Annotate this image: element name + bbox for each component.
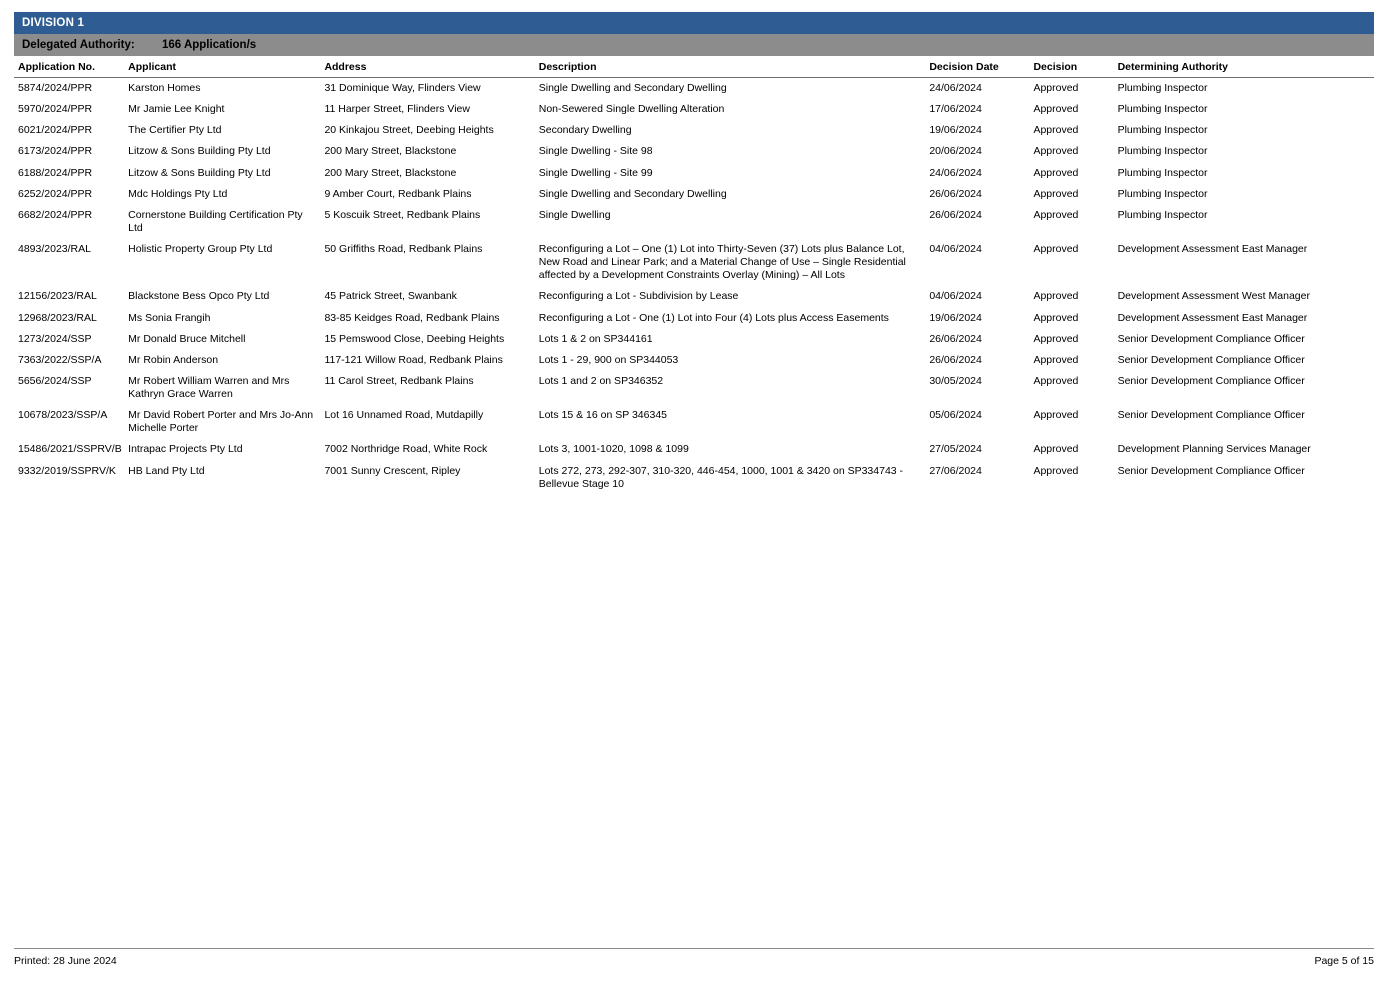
cell-application-no: 12156/2023/RAL — [18, 290, 97, 303]
table-row — [14, 99, 1374, 120]
cell-address: 83-85 Keidges Road, Redbank Plains — [324, 311, 500, 324]
cell-decision-date: 04/06/2024 — [929, 290, 982, 303]
table-row — [14, 439, 1374, 460]
cell-address: 15 Pemswood Close, Deebing Heights — [324, 332, 505, 345]
cell-application-no: 15486/2021/SSPRV/B — [18, 443, 122, 456]
cell-description: Reconfiguring a Lot – One (1) Lot into Thirty-Seven (37) Lots plus Balance Lot, New Road and Linear Park; and a Material Change of Use – Single Residential affected by a Development Constraints Overlay (Mining) – All Lots — [538, 243, 906, 282]
cell-description: Lots 15 & 16 on SP 346345 — [538, 409, 667, 422]
cell-determining-authority: Plumbing Inspector — [1117, 82, 1208, 94]
cell-address: 9 Amber Court, Redbank Plains — [324, 187, 472, 200]
cell-determining-authority: Plumbing Inspector — [1117, 208, 1208, 221]
cell-applicant: Litzow & Sons Building Pty Ltd — [128, 145, 271, 158]
table-row — [14, 239, 1374, 286]
column-header-decision: Decision — [1029, 56, 1113, 78]
column-header-application-no: Application No. — [14, 56, 124, 78]
printed-date: Printed: 28 June 2024 — [14, 955, 117, 967]
cell-decision-date: 17/06/2024 — [929, 103, 982, 116]
cell-applicant: Cornerstone Building Certification Pty Ltd — [128, 208, 303, 234]
table-row — [14, 78, 1374, 100]
cell-description: Lots 1 and 2 on SP346352 — [538, 374, 664, 387]
cell-decision-date: 26/06/2024 — [929, 187, 982, 200]
cell-determining-authority: Plumbing Inspector — [1117, 166, 1208, 179]
cell-address: 11 Carol Street, Redbank Plains — [324, 374, 474, 387]
cell-determining-authority: Senior Development Compliance Officer — [1117, 409, 1305, 422]
cell-description: Non-Sewered Single Dwelling Alteration — [538, 103, 725, 116]
table-row — [14, 120, 1374, 141]
cell-decision-date: 26/06/2024 — [929, 332, 982, 345]
cell-application-no: 1273/2024/SSP — [18, 332, 92, 345]
delegated-authority-bar — [14, 34, 1374, 56]
cell-determining-authority: Plumbing Inspector — [1117, 187, 1208, 200]
cell-applicant: Mdc Holdings Pty Ltd — [128, 187, 228, 200]
cell-decision-date: 04/06/2024 — [929, 243, 982, 255]
cell-applicant: Mr David Robert Porter and Mrs Jo-Ann Michelle Porter — [128, 409, 314, 435]
cell-decision-date: 24/06/2024 — [929, 166, 982, 179]
division-header: DIVISION 1 — [14, 12, 1374, 34]
cell-determining-authority: Senior Development Compliance Officer — [1117, 374, 1305, 387]
cell-application-no: 5656/2024/SSP — [18, 374, 92, 387]
cell-application-no: 6021/2024/PPR — [18, 124, 93, 137]
table-header-row — [14, 56, 1374, 78]
cell-applicant: Holistic Property Group Pty Ltd — [128, 243, 273, 255]
table-body — [14, 78, 1374, 495]
table-row — [14, 461, 1374, 495]
cell-applicant: Blackstone Bess Opco Pty Ltd — [128, 290, 270, 303]
cell-determining-authority: Development Assessment East Manager — [1117, 243, 1308, 255]
cell-application-no: 5970/2024/PPR — [18, 103, 93, 116]
cell-decision: Approved — [1033, 409, 1079, 422]
cell-address: 7001 Sunny Crescent, Ripley — [324, 464, 461, 477]
column-header-determining-authority: Determining Authority — [1114, 56, 1374, 78]
cell-decision: Approved — [1033, 187, 1079, 200]
cell-address: 5 Koscuik Street, Redbank Plains — [324, 208, 481, 221]
cell-determining-authority: Development Planning Services Manager — [1117, 443, 1311, 456]
cell-determining-authority: Development Assessment East Manager — [1117, 311, 1308, 324]
cell-decision: Approved — [1033, 311, 1079, 324]
column-header-decision-date: Decision Date — [925, 56, 1029, 78]
table-row — [14, 308, 1374, 329]
cell-application-no: 6252/2024/PPR — [18, 187, 93, 200]
cell-application-no: 10678/2023/SSP/A — [18, 409, 108, 422]
cell-decision-date: 19/06/2024 — [929, 124, 982, 137]
table-row — [14, 371, 1374, 405]
cell-description: Lots 3, 1001-1020, 1098 & 1099 — [538, 443, 689, 456]
cell-determining-authority: Plumbing Inspector — [1117, 145, 1208, 158]
cell-applicant: HB Land Pty Ltd — [128, 464, 205, 477]
cell-applicant: Mr Robert William Warren and Mrs Kathryn Grace Warren — [128, 374, 290, 400]
cell-application-no: 6173/2024/PPR — [18, 145, 93, 158]
cell-determining-authority: Plumbing Inspector — [1117, 124, 1208, 137]
cell-application-no: 6188/2024/PPR — [18, 166, 93, 179]
cell-description: Reconfiguring a Lot - Subdivision by Lease — [538, 290, 739, 303]
cell-determining-authority: Development Assessment West Manager — [1117, 290, 1310, 303]
table-row — [14, 350, 1374, 371]
applications-table — [14, 56, 1374, 495]
cell-address: 20 Kinkajou Street, Deebing Heights — [324, 124, 494, 137]
cell-address: 117-121 Willow Road, Redbank Plains — [324, 353, 503, 366]
cell-decision-date: 24/06/2024 — [929, 82, 982, 94]
cell-application-no: 9332/2019/SSPRV/K — [18, 464, 116, 477]
table-row — [14, 329, 1374, 350]
cell-application-no: 7363/2022/SSP/A — [18, 353, 102, 366]
cell-decision: Approved — [1033, 290, 1079, 303]
table-row — [14, 286, 1374, 307]
cell-description: Lots 1 & 2 on SP344161 — [538, 332, 653, 345]
cell-decision: Approved — [1033, 124, 1079, 137]
cell-decision-date: 26/06/2024 — [929, 353, 982, 366]
cell-description: Lots 272, 273, 292-307, 310-320, 446-454, 1000, 1001 & 3420 on SP334743 - Bellevue Stage 10 — [538, 464, 904, 490]
table-row — [14, 163, 1374, 184]
cell-decision: Approved — [1033, 243, 1079, 255]
cell-decision-date: 26/06/2024 — [929, 208, 982, 221]
delegated-authority-label: Delegated Authority: — [22, 39, 135, 51]
cell-application-no: 5874/2024/PPR — [18, 82, 93, 94]
cell-decision: Approved — [1033, 443, 1079, 456]
cell-address: 50 Griffiths Road, Redbank Plains — [324, 243, 483, 255]
cell-applicant: Karston Homes — [128, 82, 201, 94]
cell-address: 11 Harper Street, Flinders View — [324, 103, 470, 116]
cell-application-no: 4893/2023/RAL — [18, 243, 91, 255]
page-number: Page 5 of 15 — [1314, 955, 1374, 967]
table-row — [14, 405, 1374, 439]
cell-determining-authority: Senior Development Compliance Officer — [1117, 353, 1305, 366]
table-row — [14, 184, 1374, 205]
cell-decision-date: 05/06/2024 — [929, 409, 982, 422]
cell-decision-date: 20/06/2024 — [929, 145, 982, 158]
cell-application-no: 6682/2024/PPR — [18, 208, 93, 221]
cell-determining-authority: Plumbing Inspector — [1117, 103, 1208, 116]
cell-decision: Approved — [1033, 145, 1079, 158]
cell-description: Single Dwelling — [538, 208, 611, 221]
cell-applicant: Ms Sonia Frangih — [128, 311, 211, 324]
table-head — [14, 56, 1374, 78]
table-row — [14, 141, 1374, 162]
cell-description: Single Dwelling and Secondary Dwelling — [538, 82, 727, 94]
cell-description: Lots 1 - 29, 900 on SP344053 — [538, 353, 679, 366]
cell-application-no: 12968/2023/RAL — [18, 311, 97, 324]
cell-address: 200 Mary Street, Blackstone — [324, 166, 457, 179]
delegated-authority-count: 166 Application/s — [162, 39, 257, 51]
cell-decision: Approved — [1033, 208, 1079, 221]
cell-decision-date: 30/05/2024 — [929, 374, 982, 387]
cell-decision: Approved — [1033, 82, 1079, 94]
cell-address: 45 Patrick Street, Swanbank — [324, 290, 457, 303]
table-row — [14, 205, 1374, 239]
cell-applicant: Intrapac Projects Pty Ltd — [128, 443, 243, 456]
cell-decision: Approved — [1033, 353, 1079, 366]
cell-description: Single Dwelling and Secondary Dwelling — [538, 187, 727, 200]
cell-determining-authority: Senior Development Compliance Officer — [1117, 332, 1305, 345]
column-header-applicant: Applicant — [124, 56, 320, 78]
cell-decision-date: 19/06/2024 — [929, 311, 982, 324]
cell-applicant: Litzow & Sons Building Pty Ltd — [128, 166, 271, 179]
cell-decision: Approved — [1033, 332, 1079, 345]
cell-address: 7002 Northridge Road, White Rock — [324, 443, 488, 456]
cell-applicant: Mr Donald Bruce Mitchell — [128, 332, 246, 345]
cell-decision: Approved — [1033, 464, 1079, 477]
cell-applicant: Mr Robin Anderson — [128, 353, 219, 366]
column-header-address: Address — [320, 56, 534, 78]
cell-decision: Approved — [1033, 374, 1079, 387]
cell-address: Lot 16 Unnamed Road, Mutdapilly — [324, 409, 484, 422]
cell-description: Single Dwelling - Site 99 — [538, 166, 653, 179]
cell-determining-authority: Senior Development Compliance Officer — [1117, 464, 1305, 477]
cell-address: 200 Mary Street, Blackstone — [324, 145, 457, 158]
cell-applicant: Mr Jamie Lee Knight — [128, 103, 225, 116]
column-header-description: Description — [535, 56, 926, 78]
cell-decision: Approved — [1033, 166, 1079, 179]
cell-description: Single Dwelling - Site 98 — [538, 145, 653, 158]
cell-description: Reconfiguring a Lot - One (1) Lot into Four (4) Lots plus Access Easements — [538, 311, 889, 324]
cell-decision-date: 27/05/2024 — [929, 443, 982, 456]
cell-address: 31 Dominique Way, Flinders View — [324, 82, 481, 94]
cell-decision: Approved — [1033, 103, 1079, 116]
cell-description: Secondary Dwelling — [538, 124, 632, 137]
page-footer — [14, 948, 1374, 967]
cell-applicant: The Certifier Pty Ltd — [128, 124, 222, 137]
cell-decision-date: 27/06/2024 — [929, 464, 982, 477]
